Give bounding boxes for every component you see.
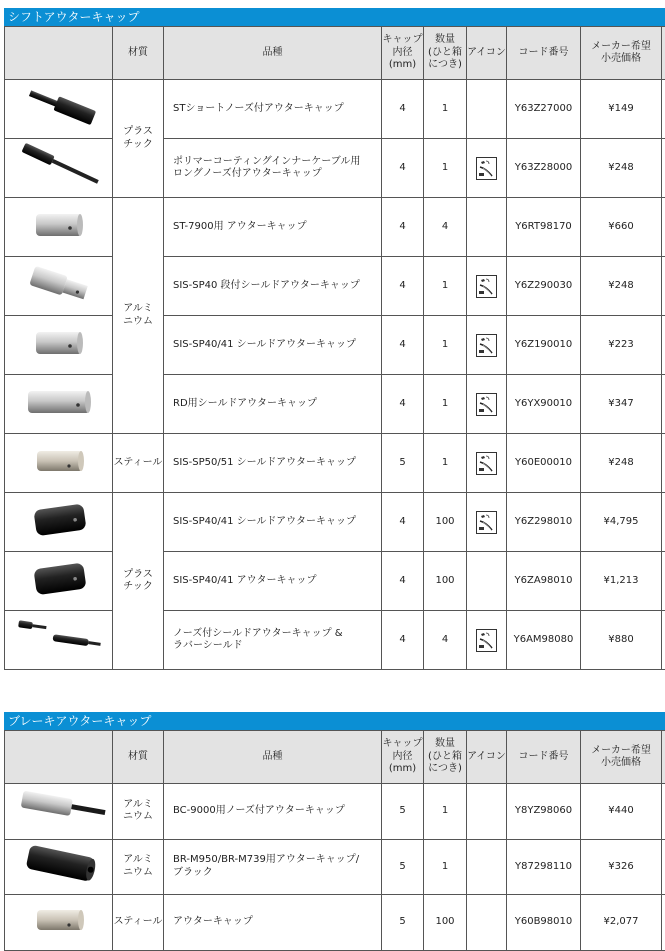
icon-cell (467, 139, 507, 198)
product-code: Y63Z27000 (507, 80, 581, 139)
header-diameter: キャップ 内径 (mm) (382, 731, 424, 784)
retail-price: ¥326 (581, 839, 662, 895)
table-row (5, 493, 665, 552)
product-code: Y63Z28000 (507, 139, 581, 198)
cap-diameter: 4 (382, 198, 424, 257)
header-icon: アイコン (467, 27, 507, 80)
cable-cap-icon (476, 334, 497, 357)
retail-price: ¥880 (581, 611, 662, 670)
product-code: Y6RT98170 (507, 198, 581, 257)
header-diameter: キャップ 内径 (mm) (382, 27, 424, 80)
product-image (5, 198, 113, 257)
product-name: SIS-SP50/51 シールドアウターキャップ (164, 434, 382, 493)
header-icon: アイコン (467, 731, 507, 784)
cap-diameter: 4 (382, 552, 424, 611)
header-image (5, 731, 113, 784)
box-quantity: 4 (424, 611, 467, 670)
product-code: Y60B98010 (507, 895, 581, 951)
product-code: Y6Z298010 (507, 493, 581, 552)
material-cell: アルミ ニウム (113, 784, 164, 840)
product-image (5, 434, 113, 493)
box-quantity: 1 (424, 784, 467, 840)
section-title: シフトアウターキャップ (4, 8, 665, 26)
material-cell: プラス チック (113, 80, 164, 198)
icon-cell (467, 80, 507, 139)
product-image (5, 257, 113, 316)
product-code: Y6ZA98010 (507, 552, 581, 611)
product-code: Y87298110 (507, 839, 581, 895)
brake-outer-cap-section (4, 712, 665, 951)
cap-diameter: 5 (382, 839, 424, 895)
table-row (5, 316, 665, 375)
material-cell: スティール (113, 895, 164, 951)
table-row (5, 198, 665, 257)
header-material: 材質 (113, 731, 164, 784)
retail-price: ¥2,077 (581, 895, 662, 951)
product-code: Y6Z190010 (507, 316, 581, 375)
retail-price: ¥1,213 (581, 552, 662, 611)
box-quantity: 100 (424, 493, 467, 552)
cable-cap-icon (476, 629, 497, 652)
product-name: BC-9000用ノーズ付アウターキャップ (164, 784, 382, 840)
shift-cap-table (4, 26, 665, 670)
material-cell: プラス チック (113, 493, 164, 670)
product-name: SIS-SP40/41 シールドアウターキャップ (164, 493, 382, 552)
header-code: コード番号 (507, 27, 581, 80)
header-name: 品種 (164, 731, 382, 784)
table-row (5, 895, 665, 951)
product-code: Y8YZ98060 (507, 784, 581, 840)
product-image (5, 895, 113, 951)
product-image (5, 552, 113, 611)
header-qty: 数量 (ひと箱 につき) (424, 27, 467, 80)
box-quantity: 1 (424, 139, 467, 198)
cable-cap-icon (476, 393, 497, 416)
icon-cell (467, 257, 507, 316)
product-name: ポリマーコーティングインナーケーブル用 ロングノーズ付アウターキャップ (164, 139, 382, 198)
product-name: RD用シールドアウターキャップ (164, 375, 382, 434)
retail-price: ¥248 (581, 139, 662, 198)
product-name: アウターキャップ (164, 895, 382, 951)
table-row (5, 375, 665, 434)
product-image (5, 80, 113, 139)
retail-price: ¥4,795 (581, 493, 662, 552)
retail-price: ¥223 (581, 316, 662, 375)
header-name: 品種 (164, 27, 382, 80)
table-row (5, 80, 665, 139)
cap-diameter: 4 (382, 139, 424, 198)
box-quantity: 1 (424, 375, 467, 434)
product-code: Y60E00010 (507, 434, 581, 493)
product-code: Y6AM98080 (507, 611, 581, 670)
icon-cell (467, 493, 507, 552)
product-name: SIS-SP40/41 アウターキャップ (164, 552, 382, 611)
section-title: ブレーキアウターキャップ (4, 712, 665, 730)
header-price: メーカー希望 小売価格 (581, 731, 662, 784)
table-row (5, 552, 665, 611)
cap-diameter: 5 (382, 895, 424, 951)
cap-diameter: 4 (382, 611, 424, 670)
icon-cell (467, 316, 507, 375)
cap-diameter: 4 (382, 375, 424, 434)
cap-diameter: 4 (382, 493, 424, 552)
product-image (5, 139, 113, 198)
icon-cell (467, 375, 507, 434)
product-image (5, 784, 113, 840)
product-name: STショートノーズ付アウターキャップ (164, 80, 382, 139)
material-cell: アルミ ニウム (113, 198, 164, 434)
table-row (5, 784, 665, 840)
cable-cap-icon (476, 511, 497, 534)
product-name: BR-M950/BR-M739用アウターキャップ/ ブラック (164, 839, 382, 895)
retail-price: ¥149 (581, 80, 662, 139)
box-quantity: 100 (424, 552, 467, 611)
product-name: SIS-SP40 段付シールドアウターキャップ (164, 257, 382, 316)
retail-price: ¥347 (581, 375, 662, 434)
product-code: Y6YX90010 (507, 375, 581, 434)
box-quantity: 4 (424, 198, 467, 257)
retail-price: ¥248 (581, 257, 662, 316)
header-image (5, 27, 113, 80)
product-image (5, 375, 113, 434)
product-name: ノーズ付シールドアウターキャップ & ラバーシールド (164, 611, 382, 670)
header-price: メーカー希望 小売価格 (581, 27, 662, 80)
material-cell: アルミ ニウム (113, 839, 164, 895)
cable-cap-icon (476, 157, 497, 180)
product-name: ST-7900用 アウターキャップ (164, 198, 382, 257)
retail-price: ¥440 (581, 784, 662, 840)
cap-diameter: 4 (382, 80, 424, 139)
icon-cell (467, 434, 507, 493)
product-image (5, 839, 113, 895)
box-quantity: 1 (424, 316, 467, 375)
product-image (5, 316, 113, 375)
icon-cell (467, 611, 507, 670)
cap-diameter: 5 (382, 784, 424, 840)
table-row (5, 139, 665, 198)
brake-cap-table (4, 730, 665, 951)
icon-cell (467, 198, 507, 257)
cap-diameter: 4 (382, 316, 424, 375)
box-quantity: 1 (424, 80, 467, 139)
icon-cell (467, 895, 507, 951)
table-row (5, 434, 665, 493)
product-image (5, 611, 113, 670)
cable-cap-icon (476, 452, 497, 475)
box-quantity: 1 (424, 839, 467, 895)
table-row (5, 839, 665, 895)
cable-cap-icon (476, 275, 497, 298)
cap-diameter: 5 (382, 434, 424, 493)
retail-price: ¥660 (581, 198, 662, 257)
shift-outer-cap-section (4, 8, 665, 670)
box-quantity: 1 (424, 257, 467, 316)
table-header-row (5, 731, 665, 784)
icon-cell (467, 839, 507, 895)
product-code: Y6Z290030 (507, 257, 581, 316)
header-material: 材質 (113, 27, 164, 80)
cap-diameter: 4 (382, 257, 424, 316)
header-code: コード番号 (507, 731, 581, 784)
retail-price: ¥248 (581, 434, 662, 493)
product-name: SIS-SP40/41 シールドアウターキャップ (164, 316, 382, 375)
table-header-row (5, 27, 665, 80)
icon-cell (467, 784, 507, 840)
icon-cell (467, 552, 507, 611)
header-qty: 数量 (ひと箱 につき) (424, 731, 467, 784)
box-quantity: 100 (424, 895, 467, 951)
table-row (5, 611, 665, 670)
product-image (5, 493, 113, 552)
table-row (5, 257, 665, 316)
material-cell: スティール (113, 434, 164, 493)
box-quantity: 1 (424, 434, 467, 493)
